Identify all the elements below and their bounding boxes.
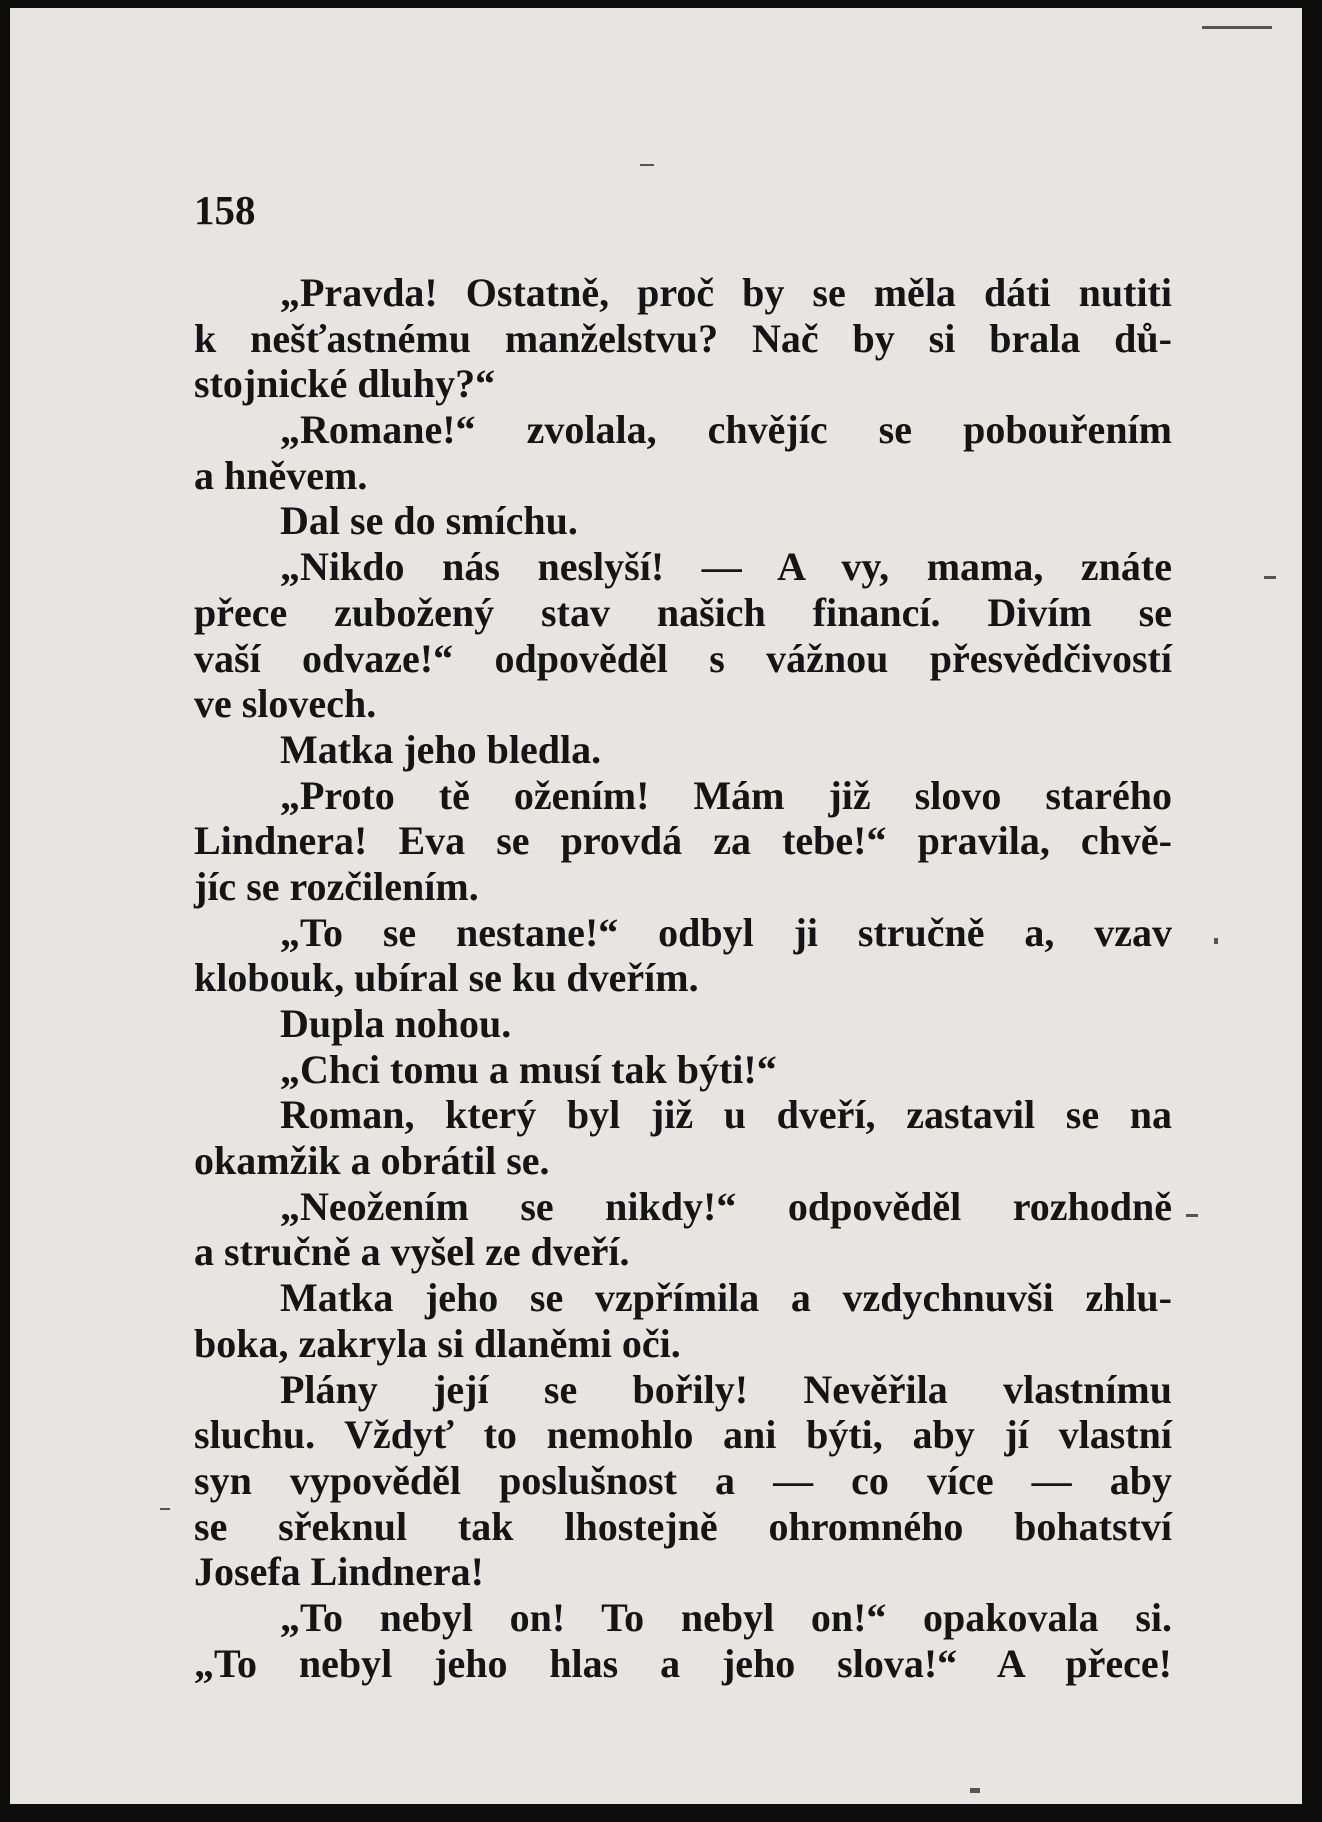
text-line: syn vypověděl poslušnost a — co více — aby xyxy=(194,1457,1172,1503)
text-line: Plány její se bořily! Nevěřila vlastnímu xyxy=(280,1366,1172,1412)
text-line: „Nikdo nás neslyší! — A vy, mama, znáte xyxy=(280,544,1172,590)
text-line: ve slovech. xyxy=(194,681,377,727)
scan-speck xyxy=(1264,576,1276,579)
text-line: „To se nestane!“ odbyl ji stručně a, vzav xyxy=(280,909,1172,955)
text-line: jíc se rozčilením. xyxy=(194,863,479,909)
text-line: „Proto tě ožením! Mám již slovo starého xyxy=(280,772,1172,818)
scan-speck xyxy=(640,164,654,166)
body-text xyxy=(194,270,1172,1686)
text-line: boka, zakryla si dlaněmi oči. xyxy=(194,1320,681,1366)
text-line: a stručně a vyšel ze dveří. xyxy=(194,1229,630,1275)
text-line: vaší odvaze!“ odpověděl s vážnou přesvědčivostí xyxy=(194,635,1172,681)
text-line: Matka jeho bledla. xyxy=(280,726,602,772)
text-line: klobouk, ubíral se ku dveřím. xyxy=(194,955,699,1001)
scan-speck xyxy=(160,1508,170,1510)
text-line: „To nebyl on! To nebyl on!“ opakovala si. xyxy=(280,1594,1172,1640)
scan-speck xyxy=(1186,1214,1198,1217)
scan-speck xyxy=(1214,938,1218,944)
text-line: Dal se do smíchu. xyxy=(280,498,578,544)
text-line: k nešťastnému manželstvu? Nač by si brala dů- xyxy=(194,315,1172,361)
text-line: „To nebyl jeho hlas a jeho slova!“ A přece! xyxy=(194,1640,1172,1686)
text-line: Roman, který byl již u dveří, zastavil se na xyxy=(280,1092,1172,1138)
text-line: Josefa Lindnera! xyxy=(194,1549,484,1595)
text-line: Dupla nohou. xyxy=(280,1001,512,1046)
scan-speck xyxy=(1202,26,1272,29)
text-line: přece zubožený stav našich financí. Divím se xyxy=(194,589,1172,635)
page-number: 158 xyxy=(194,187,256,233)
text-line: okamžik a obrátil se. xyxy=(194,1138,550,1184)
text-line: „Pravda! Ostatně, proč by se měla dáti nutiti xyxy=(280,270,1172,315)
book-page xyxy=(10,8,1302,1804)
text-line: „Romane!“ zvolala, chvějíc se pobouřením xyxy=(280,407,1172,453)
text-line: se sřeknul tak lhostejně ohromného bohatství xyxy=(194,1503,1172,1549)
text-line: stojnické dluhy?“ xyxy=(194,361,496,407)
text-line: „Neožením se nikdy!“ odpověděl rozhodně xyxy=(280,1183,1172,1229)
text-line: „Chci tomu a musí tak býti!“ xyxy=(280,1046,777,1092)
text-line: Matka jeho se vzpřímila a vzdychnuvši zhlu- xyxy=(280,1275,1172,1321)
text-line: sluchu. Vždyť to nemohlo ani býti, aby jí vlastní xyxy=(194,1412,1172,1458)
text-line: a hněvem. xyxy=(194,452,368,498)
scan-speck xyxy=(970,1788,980,1793)
text-line: Lindnera! Eva se provdá za tebe!“ pravila, chvě- xyxy=(194,818,1172,864)
